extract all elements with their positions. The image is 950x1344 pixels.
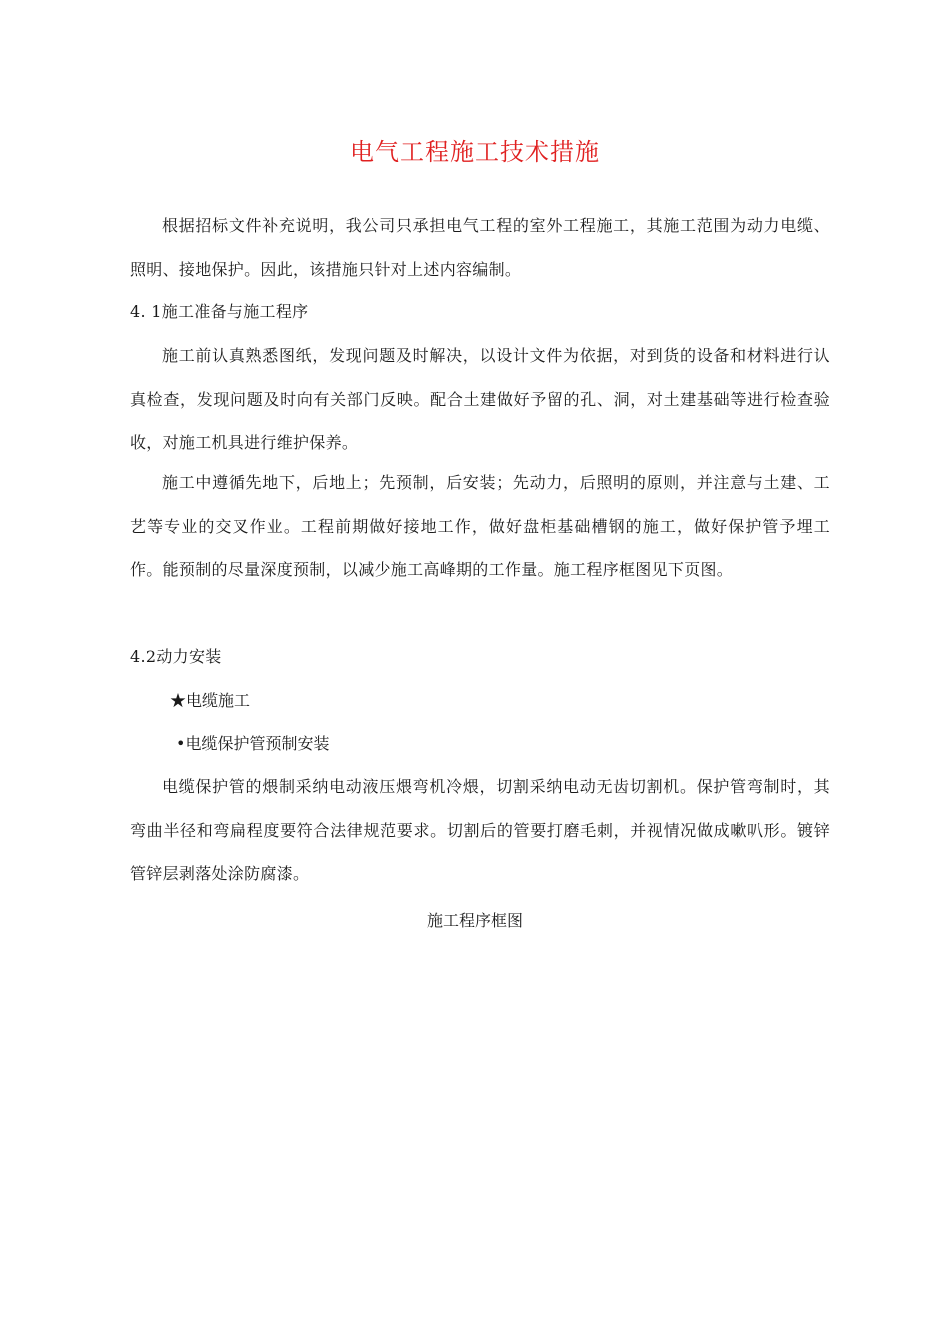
section-4-1-paragraph-2: 施工中遵循先地下，后地上；先预制，后安装；先动力，后照明的原则，并注意与土建、工艺等专业的交叉作业。工程前期做好接地工作，做好盘柜基础槽钢的施工，做好保护管予埋工作。能预制的尽量深度预制，以减少施工高峰期的工作量。施工程序框图见下页图。 [130, 473, 830, 579]
cable-construction-item: ★电缆施工 [170, 691, 251, 710]
page-title: 电气工程施工技术措施 [350, 138, 600, 166]
intro-paragraph: 根据招标文件补充说明，我公司只承担电气工程的室外工程施工，其施工范围为动力电缆、照明、接地保护。因此，该措施只针对上述内容编制。 [130, 216, 830, 279]
section-4-2-paragraph: 电缆保护管的煨制采纳电动液压煨弯机冷煨，切割采纳电动无齿切割机。保护管弯制时，其弯曲半径和弯扁程度要符合法律规范要求。切割后的管要打磨毛刺，并视情况做成嗽叭形。镀锌管锌层剥落处涂防腐漆。 [130, 777, 830, 883]
cable-conduit-item: •电缆保护管预制安装 [176, 734, 330, 753]
section-4-1-paragraph-1: 施工前认真熟悉图纸，发现问题及时解决，以设计文件为依据，对到货的设备和材料进行认真检查，发现问题及时向有关部门反映。配合土建做好予留的孔、洞，对土建基础等进行检查验收，对施工机具进行维护保养。 [130, 346, 830, 452]
section-4-1-heading: 4. 1施工准备与施工程序 [130, 302, 309, 321]
figure-caption: 施工程序框图 [426, 911, 523, 930]
section-4-2-heading: 4.2动力安装 [130, 647, 222, 666]
